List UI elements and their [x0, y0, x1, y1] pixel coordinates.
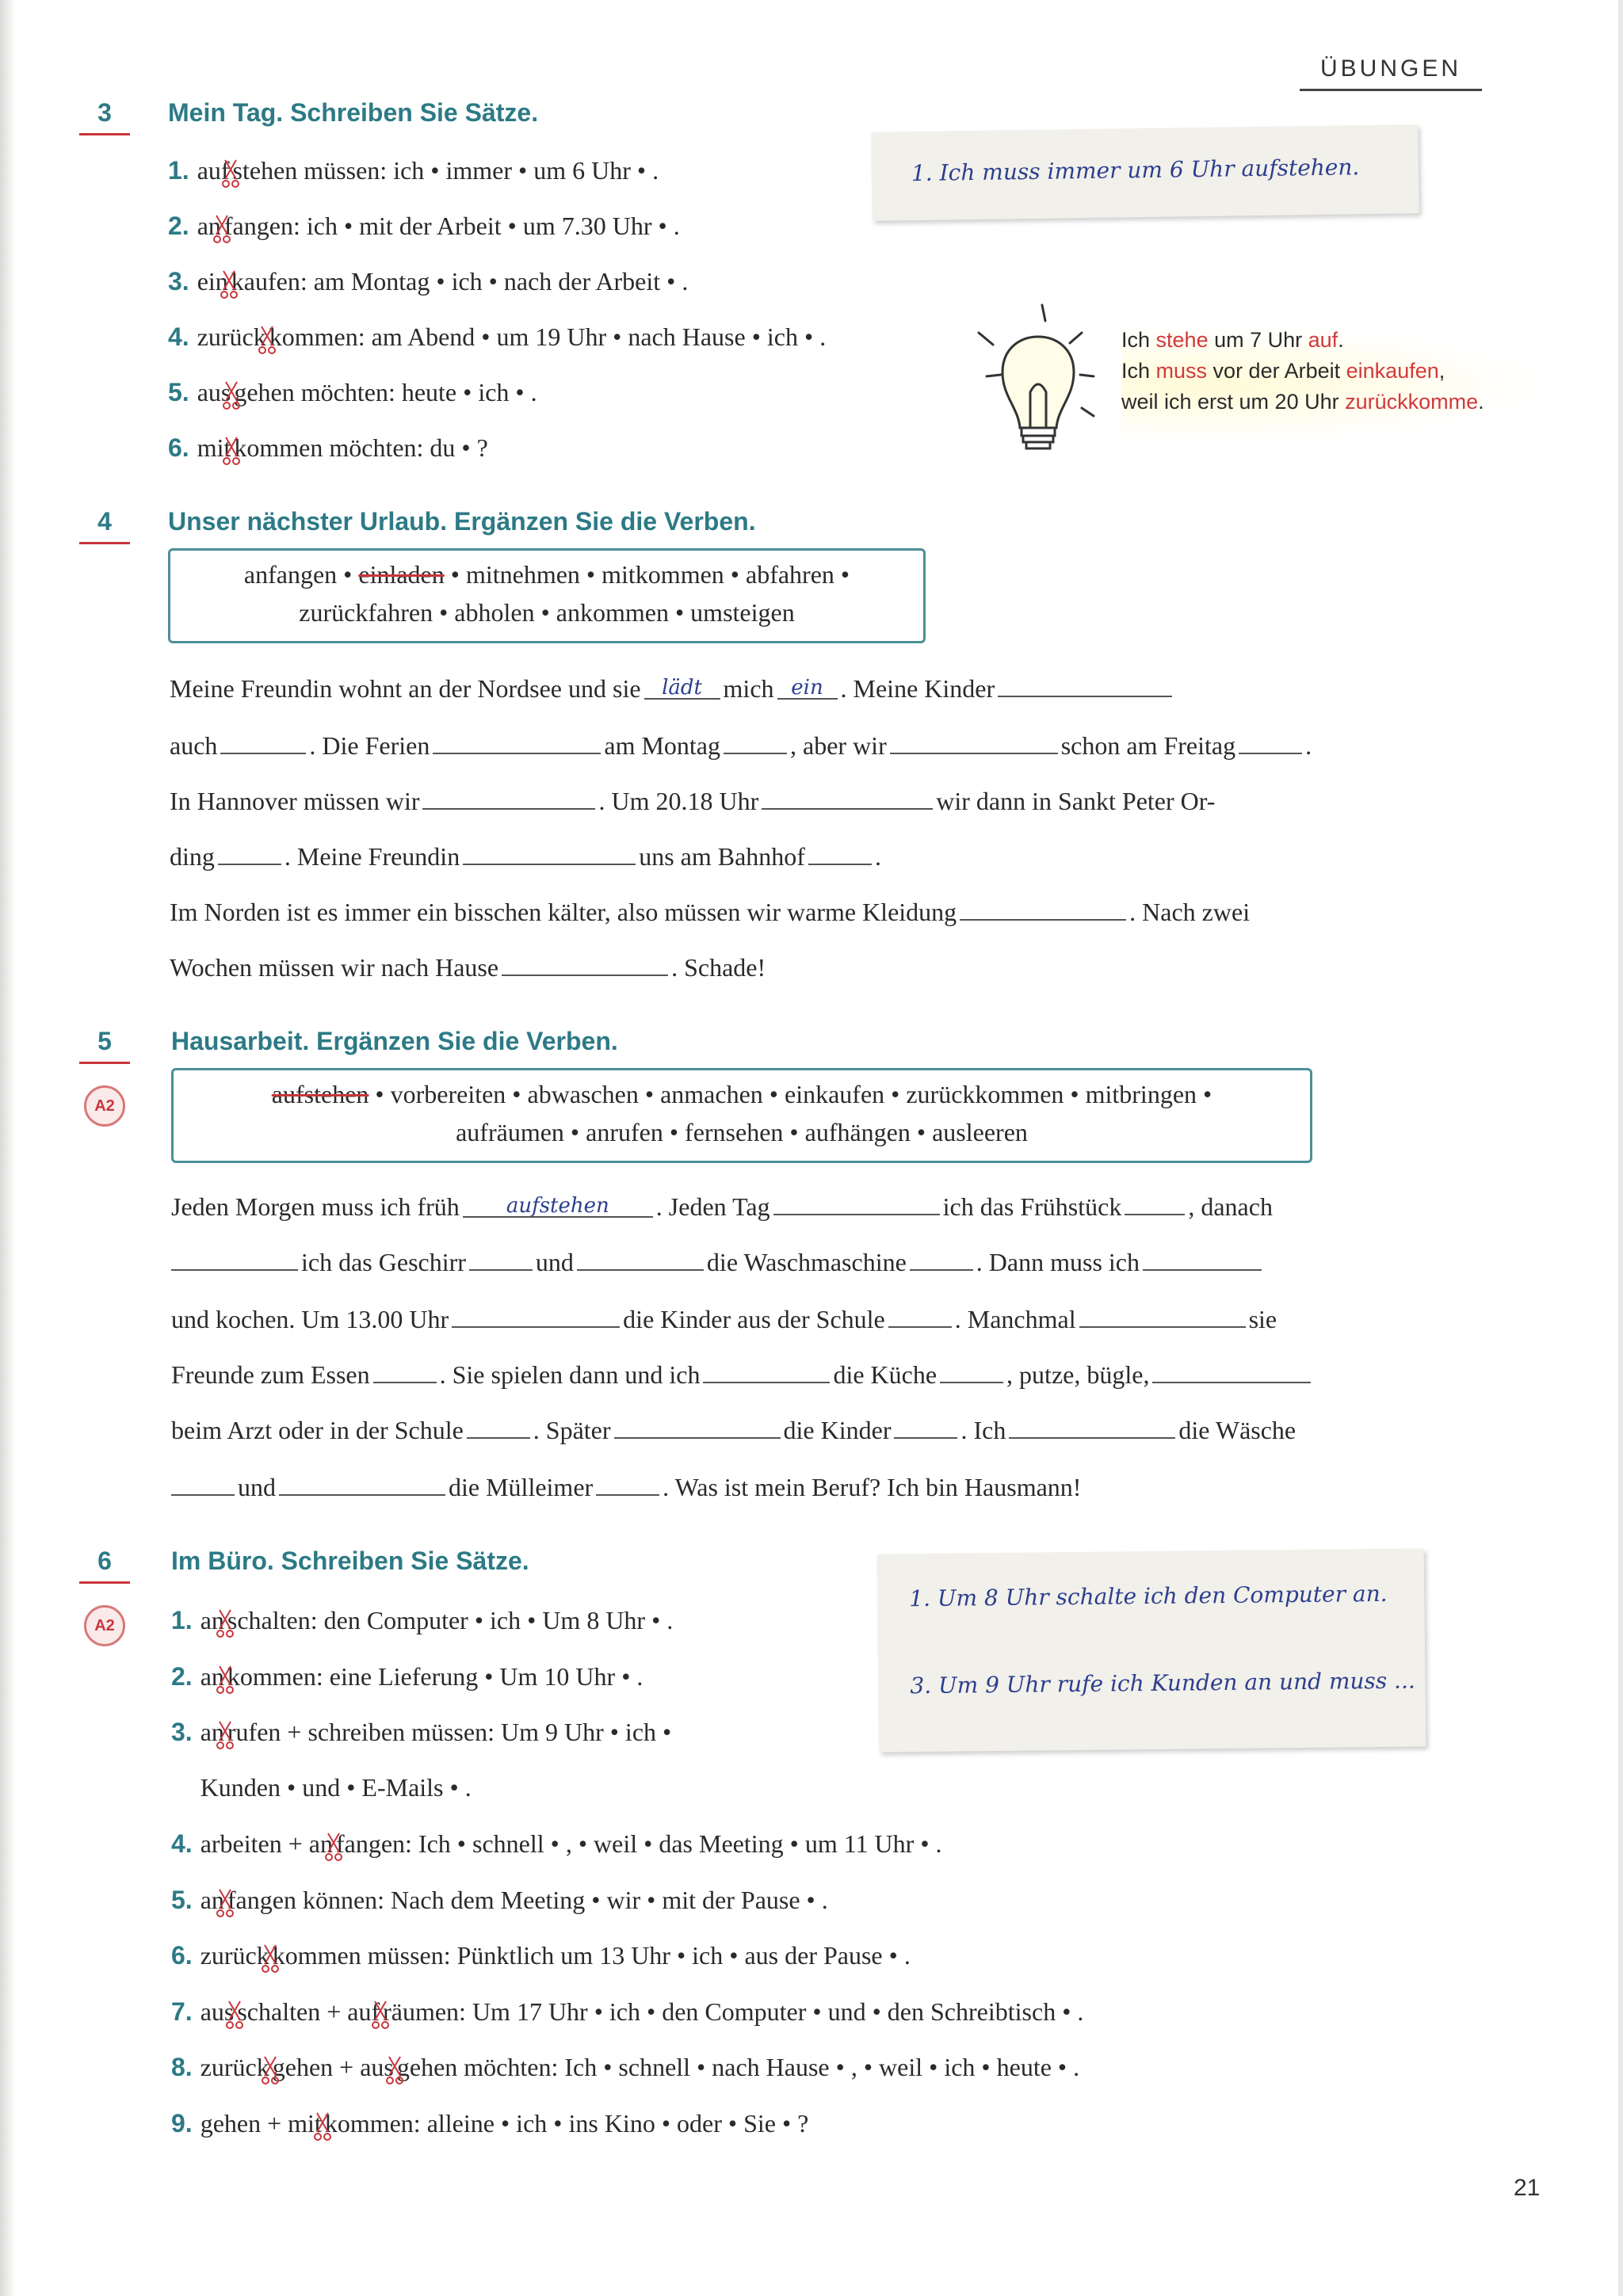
- word-box: [171, 1068, 1312, 1163]
- scissors-icon: [234, 1997, 237, 2020]
- gap-blank[interactable]: ein: [777, 674, 838, 700]
- gap-blank[interactable]: [910, 1245, 973, 1271]
- scissors-icon: [333, 1829, 336, 1852]
- item-number: 6.: [168, 433, 189, 462]
- gap-blank[interactable]: [762, 784, 933, 810]
- gap-text-line: Freunde zum Essen . Sie spielen dann und ich die Küche , putze, bügle,: [171, 1358, 1314, 1390]
- gap-text-line: In Hannover müssen wir . Um 20.18 Uhr wir dann in Sankt Peter Or-: [170, 784, 1215, 816]
- scissors-icon: [394, 2052, 397, 2076]
- item-text: kommen: eine Lieferung • Um 10 Uhr • .: [227, 1661, 643, 1691]
- gap-blank[interactable]: [467, 1413, 530, 1439]
- word-box-line: zurückfahren • abholen • ankommen • umsteigen: [299, 598, 795, 627]
- exercise-item: [171, 1829, 942, 1859]
- gap-blank[interactable]: [220, 729, 306, 754]
- item-text: auf: [197, 156, 230, 185]
- word-box-line: anfangen • einladen • mitnehmen • mitkommen • abfahren •: [243, 560, 850, 589]
- gap-blank[interactable]: [373, 1358, 437, 1383]
- gap-blank[interactable]: [452, 1302, 620, 1328]
- exercise-item: [168, 211, 680, 241]
- item-text: gehen möchten: heute • ich • .: [234, 378, 537, 406]
- item-text: kommen möchten: du • ?: [234, 433, 488, 462]
- gap-blank[interactable]: [469, 1245, 533, 1271]
- exercise-item: [168, 377, 537, 407]
- gap-blank[interactable]: aufstehen: [463, 1192, 653, 1218]
- item-number: 7.: [171, 1997, 193, 2026]
- exercise-number-rule: [79, 1062, 130, 1064]
- gap-blank[interactable]: [998, 672, 1172, 697]
- exercise-number: 6: [97, 1547, 112, 1575]
- gap-blank[interactable]: [888, 1302, 952, 1328]
- gap-blank[interactable]: [940, 1358, 1003, 1383]
- item-text: kommen müssen: Pünktlich um 13 Uhr • ich • aus der Pause • .: [272, 1941, 911, 1970]
- sample-answer: 1. Um 8 Uhr schalte ich den Computer an.: [909, 1580, 1388, 1612]
- exercise-item: [171, 2052, 1079, 2082]
- sample-answer: 1. Ich muss immer um 6 Uhr aufstehen.: [911, 154, 1360, 187]
- gap-text-line: Jeden Morgen muss ich früh aufstehen . Jeden Tag ich das Frühstück , danach: [171, 1190, 1273, 1222]
- exercise-number-rule: [79, 1581, 130, 1584]
- item-number: 4.: [168, 322, 189, 351]
- gap-blank[interactable]: lädt: [644, 674, 720, 700]
- item-text: stehen müssen: ich • immer • um 6 Uhr • .: [232, 156, 659, 185]
- item-text: räumen: Um 17 Uhr • ich • den Computer • und • den Schreibtisch • .: [383, 1997, 1084, 2026]
- exercise-item: [168, 433, 488, 463]
- item-text: aus: [197, 378, 231, 406]
- item-text: rufen + schreiben müssen: Um 9 Uhr • ich •: [227, 1718, 672, 1746]
- exercise-item: [168, 266, 688, 296]
- sample-answer: 3. Um 9 Uhr rufe ich Kunden an und muss ...: [910, 1667, 1415, 1699]
- item-text: an: [200, 1718, 224, 1746]
- item-text: arbeiten + an: [200, 1829, 333, 1858]
- page-number: 21: [1514, 2175, 1541, 2201]
- gap-blank[interactable]: [703, 1358, 830, 1383]
- scissors-icon: [322, 2108, 325, 2132]
- scissors-icon: [231, 377, 234, 401]
- item-number: 9.: [171, 2108, 193, 2138]
- grammar-tip: [1121, 325, 1549, 444]
- item-text: an: [200, 1885, 224, 1914]
- exercise-item: [171, 1773, 472, 1802]
- gap-blank[interactable]: [894, 1413, 957, 1439]
- item-number: 6.: [171, 1941, 193, 1970]
- gap-blank[interactable]: [1239, 729, 1302, 754]
- item-number: 5.: [168, 378, 189, 406]
- gap-blank[interactable]: [422, 784, 595, 810]
- gap-blank[interactable]: [577, 1245, 704, 1271]
- scissors-icon: [224, 1661, 227, 1685]
- item-text: zurück: [200, 1941, 269, 1970]
- scissors-icon: [221, 211, 224, 235]
- item-text: an: [200, 1661, 224, 1691]
- scissors-icon: [231, 433, 234, 456]
- exercise-number: 3: [97, 98, 112, 127]
- item-text: kaufen: am Montag • ich • nach der Arbeit • .: [231, 267, 689, 296]
- word-box-line: aufräumen • anrufen • fernsehen • aufhängen • ausleeren: [456, 1118, 1028, 1146]
- word-box-line: aufstehen • vorbereiten • abwaschen • anmachen • einkaufen • zurückkommen • mitbringen •: [271, 1080, 1212, 1108]
- scissors-icon: [230, 155, 233, 179]
- gap-text-line: Im Norden ist es immer ein bisschen kälter, also müssen wir warme Kleidung . Nach zwei: [170, 895, 1250, 927]
- item-text: mit: [197, 433, 231, 462]
- gap-blank[interactable]: [1152, 1358, 1311, 1383]
- item-number: 3.: [171, 1718, 193, 1746]
- gap-blank[interactable]: [773, 1190, 940, 1215]
- page-spine-shadow: [0, 0, 14, 2296]
- exercise-item: [171, 1661, 643, 1691]
- gap-text-line: ding . Meine Freundin uns am Bahnhof .: [170, 840, 881, 871]
- scissors-icon: [224, 1885, 227, 1909]
- level-badge: A2: [84, 1605, 125, 1646]
- item-text: zurück: [200, 2053, 269, 2081]
- scissors-icon: [266, 322, 269, 345]
- item-text: fangen: ich • mit der Arbeit • um 7.30 Uhr • .: [223, 212, 680, 240]
- exercise-title: Hausarbeit. Ergänzen Sie die Verben.: [171, 1027, 618, 1055]
- gap-blank[interactable]: [1125, 1190, 1185, 1215]
- item-text: zurück: [197, 322, 266, 351]
- item-text: Kunden • und • E-Mails • .: [200, 1772, 472, 1802]
- gap-blank[interactable]: [463, 840, 636, 865]
- gap-blank[interactable]: [960, 895, 1126, 921]
- gap-blank[interactable]: [433, 729, 601, 754]
- exercise-item: [171, 1717, 671, 1747]
- exercise-number-rule: [79, 542, 130, 544]
- item-text: aus: [200, 1997, 235, 2026]
- exercise-number-rule: [79, 133, 130, 135]
- gap-blank[interactable]: [1143, 1245, 1262, 1271]
- scissors-icon: [224, 1717, 227, 1741]
- gap-blank[interactable]: [596, 1470, 659, 1496]
- exercise-item: [171, 1940, 911, 1970]
- exercise-item: [171, 1605, 673, 1635]
- gap-blank[interactable]: [614, 1413, 781, 1439]
- item-number: 4.: [171, 1829, 193, 1858]
- item-text: gehen + aus: [272, 2053, 394, 2081]
- item-text: schalten: den Computer • ich • Um 8 Uhr • .: [227, 1606, 674, 1634]
- gap-text-line: und kochen. Um 13.00 Uhr die Kinder aus der Schule . Manchmal sie: [171, 1302, 1277, 1334]
- exercise-item: [171, 2108, 808, 2138]
- sample-answer-note: [877, 1548, 1426, 1752]
- exercise-number: 5: [97, 1027, 112, 1055]
- gap-blank[interactable]: [502, 951, 668, 976]
- gap-blank[interactable]: [890, 729, 1058, 754]
- level-badge: A2: [84, 1085, 125, 1127]
- gap-blank[interactable]: [1009, 1413, 1175, 1439]
- item-text: fangen: Ich • schnell • , • weil • das Meeting • um 11 Uhr • .: [335, 1829, 942, 1858]
- exercise-title: Mein Tag. Schreiben Sie Sätze.: [168, 98, 539, 127]
- section-header: ÜBUNGEN: [1319, 55, 1461, 82]
- scissors-icon: [228, 266, 231, 290]
- scissors-icon: [380, 1997, 383, 2020]
- scissors-icon: [269, 1940, 273, 1964]
- exercise-number: 4: [97, 507, 112, 536]
- sample-answer-note: [871, 124, 1419, 221]
- item-number: 3.: [168, 267, 189, 296]
- gap-text-line: Wochen müssen wir nach Hause . Schade!: [170, 951, 766, 982]
- header-rule: [1300, 89, 1482, 91]
- item-number: 2.: [171, 1661, 193, 1691]
- gap-blank[interactable]: [171, 1470, 235, 1496]
- exercise-title: Unser nächster Urlaub. Ergänzen Sie die Verben.: [168, 507, 756, 536]
- gap-blank[interactable]: [724, 729, 787, 754]
- page-edge: [1618, 0, 1623, 2296]
- item-number: 1.: [171, 1606, 193, 1634]
- gap-blank[interactable]: [808, 840, 872, 865]
- gap-blank[interactable]: [279, 1470, 445, 1496]
- item-text: kommen: alleine • ich • ins Kino • oder • Sie • ?: [324, 2108, 809, 2138]
- item-number: 2.: [168, 212, 189, 240]
- exercise-item: [171, 1885, 828, 1915]
- item-text: ein: [197, 267, 228, 296]
- word-box: [168, 548, 926, 643]
- item-text: an: [197, 212, 221, 240]
- tip-line-1: Ich stehe um 7 Uhr auf.: [1121, 328, 1344, 352]
- item-number: 8.: [171, 2053, 193, 2081]
- gap-text-line: Meine Freundin wohnt an der Nordsee und sie lädt mich ein . Meine Kinder: [170, 672, 1175, 704]
- gap-blank[interactable]: [171, 1245, 298, 1271]
- item-text: gehen + mit: [200, 2108, 322, 2138]
- exercise-item: [168, 155, 659, 185]
- gap-blank[interactable]: [1079, 1302, 1246, 1328]
- item-number: 1.: [168, 156, 189, 185]
- gap-text-line: und die Mülleimer . Was ist mein Beruf? Ich bin Hausmann!: [171, 1470, 1081, 1502]
- exercise-item: [171, 1997, 1083, 2027]
- item-text: gehen möchten: Ich • schnell • nach Hause • , • weil • ich • heute • .: [396, 2053, 1080, 2081]
- gap-blank[interactable]: [218, 840, 281, 865]
- exercise-item: [168, 322, 826, 352]
- light-bulb-icon: [963, 297, 1106, 456]
- item-text: kommen: am Abend • um 19 Uhr • nach Hause • ich • .: [269, 322, 827, 351]
- item-text: schalten + auf: [237, 1997, 380, 2026]
- exercise-title: Im Büro. Schreiben Sie Sätze.: [171, 1547, 529, 1575]
- item-text: fangen können: Nach dem Meeting • wir • mit der Pause • .: [227, 1885, 828, 1914]
- tip-line-2: Ich muss vor der Arbeit einkaufen,: [1121, 359, 1445, 383]
- tip-line-3: weil ich erst um 20 Uhr zurückkomme.: [1121, 390, 1484, 414]
- item-number: 5.: [171, 1885, 193, 1914]
- gap-text-line: ich das Geschirr und die Waschmaschine . Dann muss ich: [171, 1245, 1265, 1277]
- gap-text-line: beim Arzt oder in der Schule . Später die Kinder . Ich die Wäsche: [171, 1413, 1296, 1445]
- scissors-icon: [224, 1605, 227, 1629]
- item-text: an: [200, 1606, 224, 1634]
- gap-text-line: auch . Die Ferien am Montag , aber wir schon am Freitag .: [170, 729, 1312, 761]
- scissors-icon: [269, 2052, 273, 2076]
